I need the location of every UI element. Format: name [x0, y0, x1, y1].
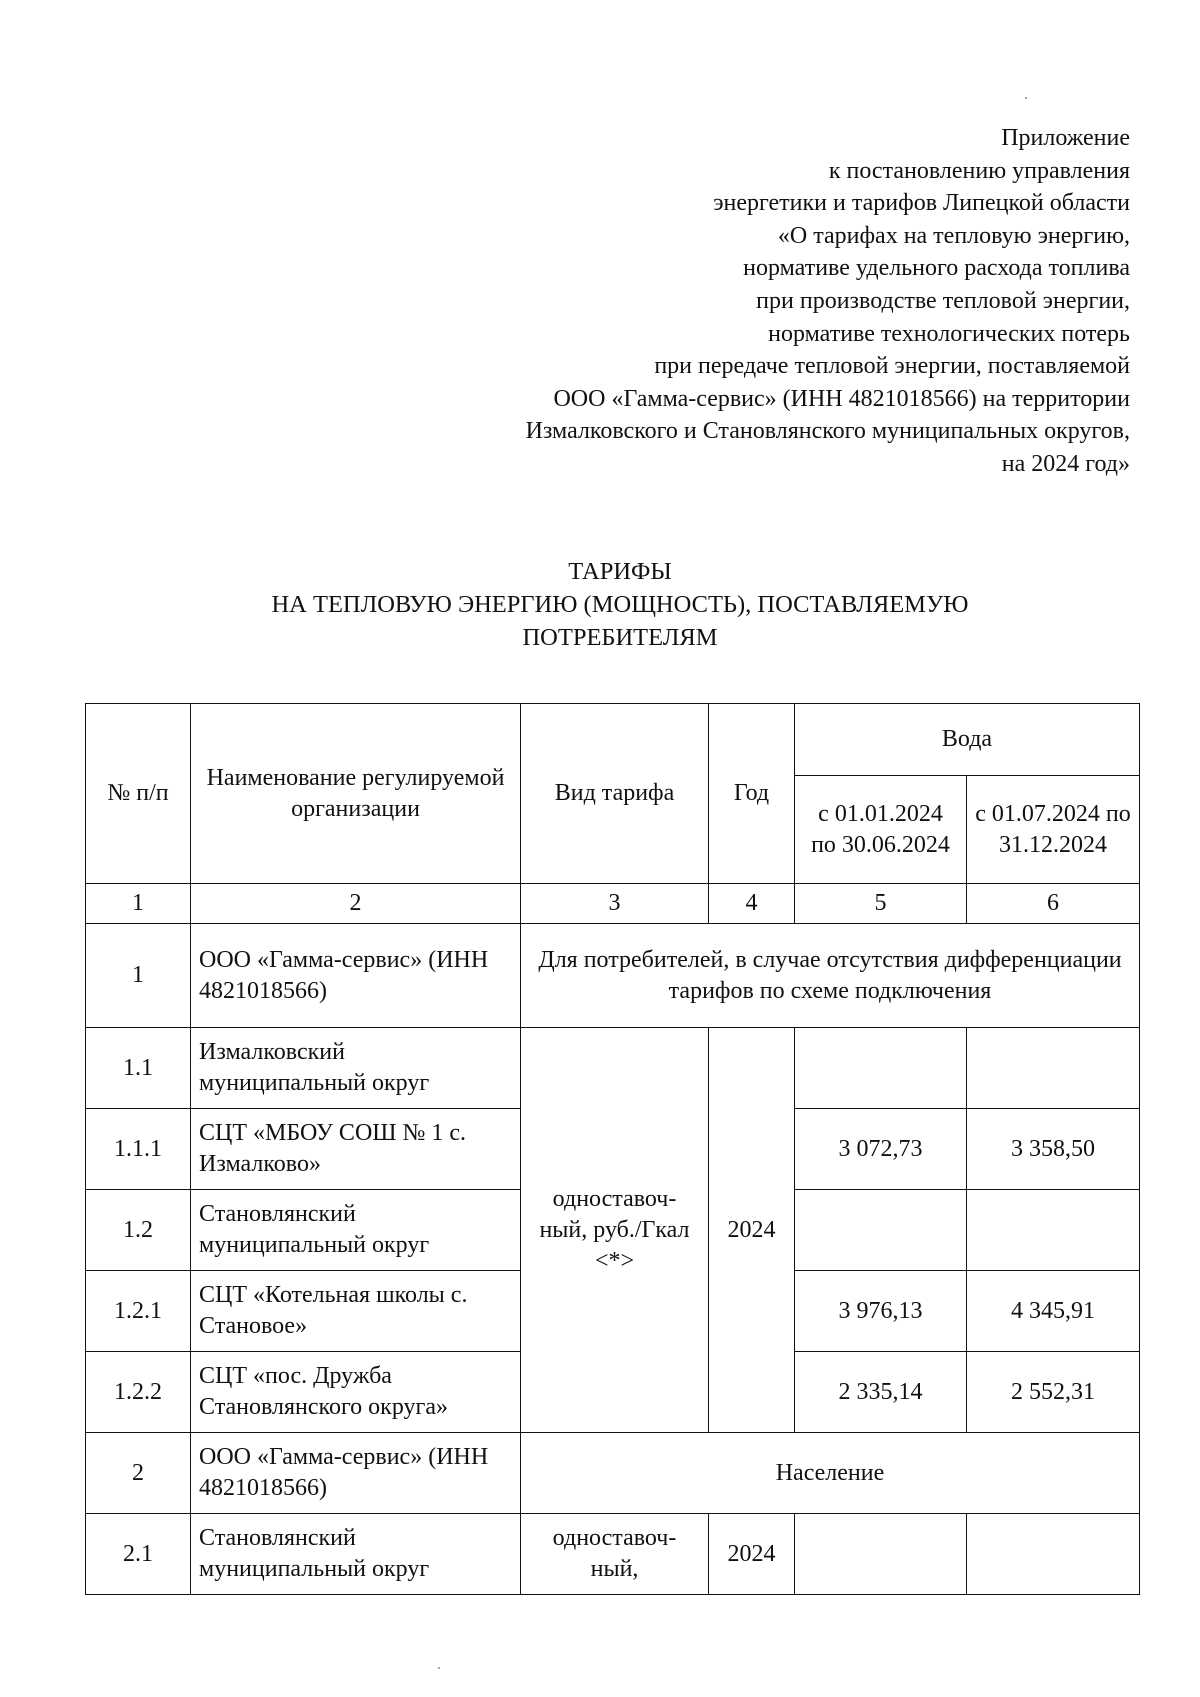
- appendix-line: нормативе технологических потерь: [768, 320, 1130, 347]
- row-name: Становлянский муниципальный округ: [191, 1514, 521, 1595]
- index-row: [86, 884, 1140, 924]
- appendix-line: Приложение: [1001, 125, 1130, 151]
- value-period-2: 2 552,31: [967, 1352, 1140, 1433]
- value-period-1: 2 335,14: [795, 1352, 967, 1433]
- header-row: [86, 704, 1140, 776]
- header-tariff-type: Вид тарифа: [521, 704, 709, 884]
- value-period-2: 3 358,50: [967, 1109, 1140, 1190]
- row-name: Становлянский муниципальный округ: [191, 1190, 521, 1271]
- value-period-1: [795, 1028, 967, 1109]
- table-row: [86, 1028, 1140, 1109]
- appendix-line: при передаче тепловой энергии, поставляемой: [654, 353, 1130, 380]
- section-label: Для потребителей, в случае отсутствия дифференциации тарифов по схеме подключения: [521, 924, 1140, 1028]
- last-tariff-type: одноставоч-ный,: [521, 1514, 709, 1595]
- document-heading: [100, 555, 1140, 654]
- appendix-line: к постановлению управления: [828, 157, 1130, 184]
- value-period-1: 3 072,73: [795, 1109, 967, 1190]
- value-period-1: [795, 1514, 967, 1595]
- index-cell: 5: [795, 884, 967, 924]
- row-num: 2: [86, 1433, 191, 1514]
- index-cell: 3: [521, 884, 709, 924]
- merged-tariff-type: одноставоч-ный, руб./Гкал <*>: [521, 1028, 709, 1433]
- row-name: СЦТ «МБОУ СОШ № 1 с. Измалково»: [191, 1109, 521, 1190]
- value-period-1: [795, 1190, 967, 1271]
- appendix-line: Измалковского и Становлянского муниципальных округов,: [525, 418, 1130, 445]
- merged-year: 2024: [709, 1028, 795, 1433]
- index-cell: 4: [709, 884, 795, 924]
- row-num: 1.2.1: [86, 1271, 191, 1352]
- table-row: [86, 924, 1140, 1028]
- last-year: 2024: [709, 1514, 795, 1595]
- scan-speck: [438, 1667, 440, 1669]
- row-num: 2.1: [86, 1514, 191, 1595]
- tariff-table: [85, 703, 1140, 1595]
- row-num: 1.2: [86, 1190, 191, 1271]
- heading-line-3: ПОТРЕБИТЕЛЯМ: [522, 624, 718, 651]
- heading-title: ТАРИФЫ: [568, 558, 672, 585]
- header-num: № п/п: [86, 704, 191, 884]
- index-cell: 1: [86, 884, 191, 924]
- row-name: ООО «Гамма-сервис» (ИНН 4821018566): [191, 1433, 521, 1514]
- scan-speck: [1025, 97, 1027, 99]
- table-row: [86, 1514, 1140, 1595]
- row-num: 1: [86, 924, 191, 1028]
- row-name: ООО «Гамма-сервис» (ИНН 4821018566): [191, 924, 521, 1028]
- row-num: 1.1.1: [86, 1109, 191, 1190]
- index-cell: 6: [967, 884, 1140, 924]
- value-period-2: [967, 1514, 1140, 1595]
- header-year: Год: [709, 704, 795, 884]
- value-period-2: 4 345,91: [967, 1271, 1140, 1352]
- appendix-line: на 2024 год»: [1001, 450, 1130, 477]
- appendix-line: при производстве тепловой энергии,: [756, 287, 1130, 314]
- appendix-header: [370, 122, 1130, 481]
- appendix-line: нормативе удельного расхода топлива: [743, 255, 1130, 282]
- row-name: Измалковский муниципальный округ: [191, 1028, 521, 1109]
- section-label: Население: [521, 1433, 1140, 1514]
- header-org: Наименование регулируемой организации: [191, 704, 521, 884]
- row-num: 1.1: [86, 1028, 191, 1109]
- heading-line-2: НА ТЕПЛОВУЮ ЭНЕРГИЮ (МОЩНОСТЬ), ПОСТАВЛЯЕМУЮ: [271, 591, 969, 618]
- header-period-1: с 01.01.2024 по 30.06.2024: [795, 776, 967, 884]
- value-period-2: [967, 1190, 1140, 1271]
- row-name: СЦТ «пос. Дружба Становлянского округа»: [191, 1352, 521, 1433]
- header-water: Вода: [795, 704, 1140, 776]
- row-name: СЦТ «Котельная школы с. Становое»: [191, 1271, 521, 1352]
- index-cell: 2: [191, 884, 521, 924]
- header-period-2: с 01.07.2024 по 31.12.2024: [967, 776, 1140, 884]
- table-row: [86, 1433, 1140, 1514]
- appendix-line: энергетики и тарифов Липецкой области: [713, 190, 1130, 217]
- appendix-line: ООО «Гамма-сервис» (ИНН 4821018566) на территории: [553, 385, 1130, 412]
- row-num: 1.2.2: [86, 1352, 191, 1433]
- appendix-line: «О тарифах на тепловую энергию,: [777, 222, 1130, 249]
- value-period-2: [967, 1028, 1140, 1109]
- value-period-1: 3 976,13: [795, 1271, 967, 1352]
